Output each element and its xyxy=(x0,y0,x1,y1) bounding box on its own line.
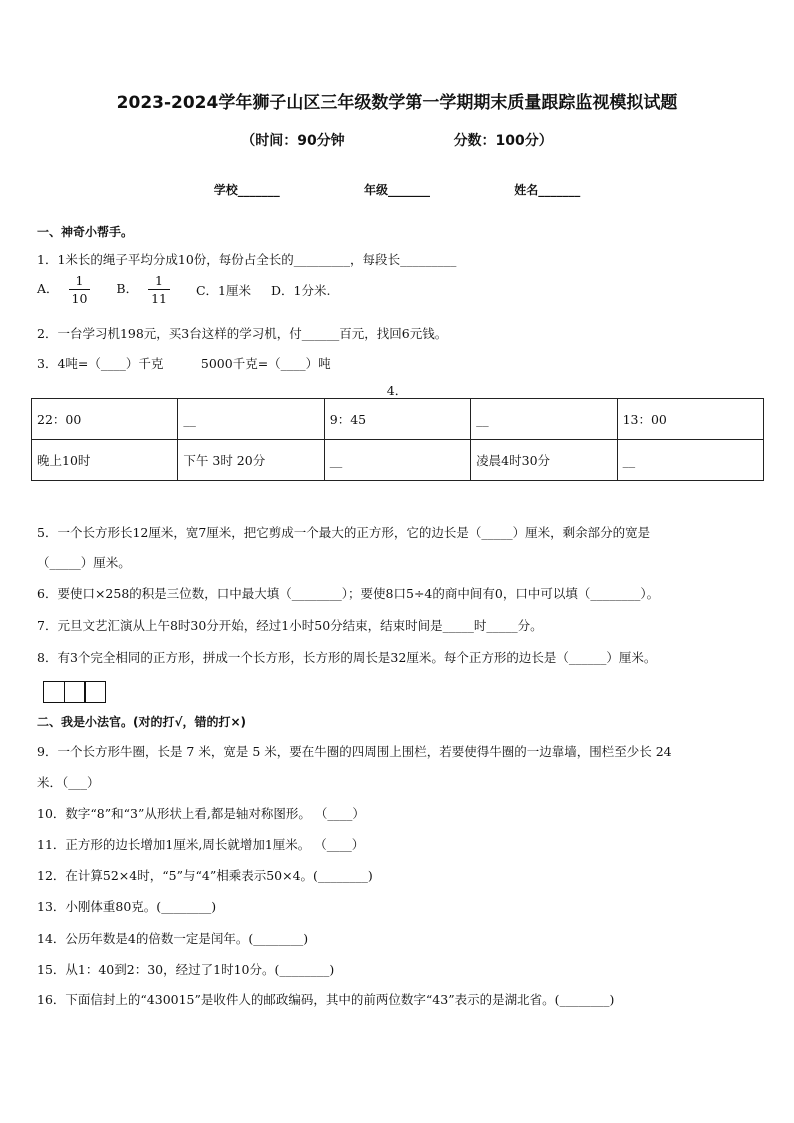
section-2-heading: 二、我是小法官。(对的打√，错的打×) xyxy=(37,715,247,729)
school-field: 学校_______ xyxy=(213,183,280,197)
square xyxy=(43,681,65,703)
question-7: 7．元旦文艺汇演从上午8时30分开始，经过1小时50分结束，结束时间是_____时_____分。 xyxy=(37,618,543,633)
question-1-options xyxy=(37,272,346,307)
question-4-label: 4． xyxy=(386,383,408,398)
table-cell: 晚上10时 xyxy=(32,440,178,481)
table-cell: 22：00 xyxy=(32,399,178,440)
question-16: 16．下面信封上的“430015”是收件人的邮政编码，其中的前两位数字“43”表示的是湖北省。(________) xyxy=(37,992,615,1007)
option-d: D．1分米. xyxy=(270,282,331,298)
exam-time: （时间：90分钟 xyxy=(241,133,345,149)
question-11: 11．正方形的边长增加1厘米,周长就增加1厘米。 （____） xyxy=(37,837,365,852)
question-15: 15．从1：40到2：30，经过了1时10分。(________) xyxy=(37,962,335,977)
question-9-line-2: 米．（___） xyxy=(37,775,100,790)
table-cell: 下午 3时 20分 xyxy=(178,440,324,481)
question-12: 12．在计算52×4时，“5”与“4”相乘表示50×4。(________) xyxy=(37,868,373,883)
table-cell: 9：45 xyxy=(324,399,470,440)
square xyxy=(84,681,106,703)
fraction-b: $\frac{1}{11}$ xyxy=(148,272,170,307)
table-cell: __ xyxy=(617,440,763,481)
option-c: C．1厘米 xyxy=(195,282,251,298)
time-conversion-table xyxy=(31,398,764,481)
table-cell: __ xyxy=(471,399,617,440)
grade-field: 年级_______ xyxy=(363,183,430,197)
option-a: A． $\frac{1}{10}$ xyxy=(37,272,96,307)
table-row xyxy=(32,440,764,481)
square xyxy=(64,681,86,703)
question-5-line-1: 5．一个长方形长12厘米，宽7厘米，把它剪成一个最大的正方形，它的边长是（_____）厘米，剩余部分的宽是 xyxy=(37,525,651,540)
question-13: 13．小刚体重80克。(________) xyxy=(37,899,217,914)
table-cell: __ xyxy=(178,399,324,440)
question-8: 8．有3个完全相同的正方形，拼成一个长方形，长方形的周长是32厘米。每个正方形的边长是（______）厘米。 xyxy=(37,650,657,665)
question-9-line-1: 9．一个长方形牛圈，长是 7 米，宽是 5 米，要在牛圈的四周围上围栏，若要使得牛圈的一边靠墙，围栏至少长 24 xyxy=(37,744,672,759)
three-squares-figure xyxy=(43,681,105,703)
question-1: 1．1米长的绳子平均分成10份，每份占全长的_________，每段长_________ xyxy=(37,252,457,267)
question-2: 2．一台学习机198元，买3台这样的学习机，付______百元，找回6元钱。 xyxy=(37,326,448,341)
table-cell: 13：00 xyxy=(617,399,763,440)
question-6: 6．要使口×258的积是三位数，口中最大填（________）；要使8口5÷4的商中间有0，口中可以填（________）。 xyxy=(37,586,660,601)
option-b: B． $\frac{1}{11}$ xyxy=(116,272,176,307)
question-5-line-2: （_____）厘米。 xyxy=(37,555,131,570)
student-info xyxy=(0,181,794,198)
question-10: 10．数字“8”和“3”从形状上看,都是轴对称图形。 （____） xyxy=(37,806,365,821)
exam-title: 2023-2024学年狮子山区三年级数学第一学期期末质量跟踪监视模拟试题 xyxy=(116,93,678,113)
exam-subtitle xyxy=(0,130,794,150)
table-cell: __ xyxy=(324,440,470,481)
question-14: 14．公历年数是4的倍数一定是闰年。(________) xyxy=(37,931,309,946)
section-1-heading: 一、神奇小帮手。 xyxy=(37,225,134,239)
table-row xyxy=(32,399,764,440)
fraction-a: $\frac{1}{10}$ xyxy=(69,272,91,307)
name-field: 姓名_______ xyxy=(514,183,581,197)
question-3: 3．4吨=（____）千克 5000千克=（____）吨 xyxy=(37,356,331,371)
table-cell: 凌晨4时30分 xyxy=(471,440,617,481)
exam-score: 分数：100分） xyxy=(453,133,553,149)
